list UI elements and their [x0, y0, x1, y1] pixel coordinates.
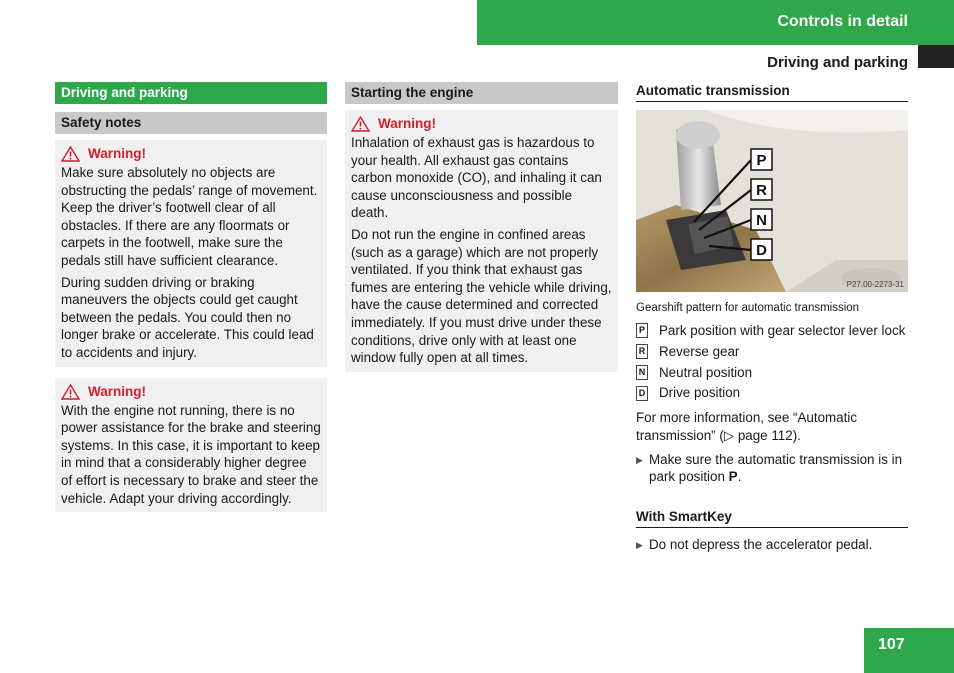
info-page-link[interactable]: page 112). — [734, 427, 801, 443]
gearshift-photo — [636, 110, 908, 292]
key-label: Park position with gear selector lever lock — [659, 323, 906, 339]
section-title-with-smartkey: With SmartKey — [636, 508, 908, 528]
warning-text: Inhalation of exhaust gas is hazardous to your health. All exhaust gas contains carbon monoxide (CO), and inhaling it can cause unconsciousness and possible death. — [351, 135, 602, 221]
gear-letter-p: P — [756, 152, 767, 169]
column-left — [55, 82, 327, 512]
warning-box-pedals — [55, 140, 327, 367]
section-label-starting-engine: Starting the engine — [345, 82, 618, 104]
gear-letter-n: N — [756, 212, 767, 229]
gear-letter-d: D — [756, 242, 767, 259]
warning-text: During sudden driving or braking maneuvers the objects could get caught between the pedals. You could then no longer brake or accelerate. This could lead to accidents and injury. — [61, 274, 314, 360]
instruction-park — [636, 451, 908, 486]
page-reference-arrow-icon: ▷ — [723, 427, 735, 443]
key-row — [636, 321, 908, 342]
warning-triangle-icon — [61, 146, 80, 162]
gearshift-illustration — [636, 110, 908, 292]
key-row — [636, 341, 908, 362]
page-number: 107 — [878, 636, 905, 653]
key-symbol: P — [636, 323, 648, 338]
warning-text: With the engine not running, there is no power assistance for the brake and steering systems. In this case, it is important to keep in mind that a considerably higher degree of effort is necessary to brake and steer the vehicle. Adapt your driving accordingly. — [61, 402, 321, 506]
bullet-triangle-icon: ▶ — [636, 454, 643, 465]
image-code: P27.00-2273-31 — [846, 280, 904, 289]
warning-label: Warning! — [88, 146, 146, 162]
instruction-text: Do not depress the accelerator pedal. — [649, 536, 873, 552]
instruction-text: Make sure the automatic transmission is in park position P. — [649, 451, 903, 485]
key-label: Drive position — [659, 385, 741, 401]
page-number-box — [864, 628, 954, 673]
subsection-label-safety-notes: Safety notes — [55, 112, 327, 134]
section-title-automatic-transmission: Automatic transmission — [636, 82, 908, 102]
header-title: Controls in detail — [777, 13, 908, 30]
info-text: For more information, see “Automatic transmission” ( — [636, 410, 858, 443]
warning-heading — [351, 114, 612, 134]
warning-triangle-icon — [61, 384, 80, 400]
column-middle — [345, 82, 618, 372]
warning-label: Warning! — [88, 383, 146, 399]
warning-text: Make sure absolutely no objects are obstructing the pedals’ range of movement. Keep the driver’s footwell clear of all obstacles. If there are any floormats or carpets in the footwell, make sure the pedals still have sufficient clearance. — [61, 165, 318, 268]
warning-label: Warning! — [378, 116, 436, 132]
key-symbol: R — [636, 344, 648, 359]
section-label-driving-parking: Driving and parking — [55, 82, 327, 104]
key-label: Reverse gear — [659, 343, 740, 359]
warning-text: Do not run the engine in confined areas (such as a garage) which are not properly ventilated. If you think that exhaust gas fumes are entering the vehicle while driving, have the cause determined and corrected immediately. If you must drive under these conditions, drive only with at least one window fully open at all times. — [351, 226, 612, 366]
warning-box-exhaust — [345, 110, 618, 372]
warning-heading — [61, 382, 321, 402]
header-bar — [477, 0, 954, 45]
info-paragraph — [636, 409, 908, 444]
instruction-accelerator — [636, 536, 908, 555]
key-row — [636, 383, 908, 404]
key-row — [636, 362, 908, 383]
image-caption: Gearshift pattern for automatic transmission — [636, 302, 860, 314]
gear-letter-r: R — [756, 182, 767, 199]
column-right — [636, 82, 908, 554]
key-symbol: N — [636, 365, 648, 380]
warning-box-power-assistance — [55, 378, 327, 513]
warning-heading — [61, 144, 321, 164]
bullet-triangle-icon: ▶ — [636, 539, 643, 550]
key-symbol: D — [636, 386, 648, 401]
gear-key-list — [636, 321, 908, 404]
header-subtitle: Driving and parking — [767, 54, 908, 71]
key-label: Neutral position — [659, 364, 753, 380]
chapter-edge-tab — [918, 45, 954, 68]
warning-triangle-icon — [351, 116, 370, 132]
